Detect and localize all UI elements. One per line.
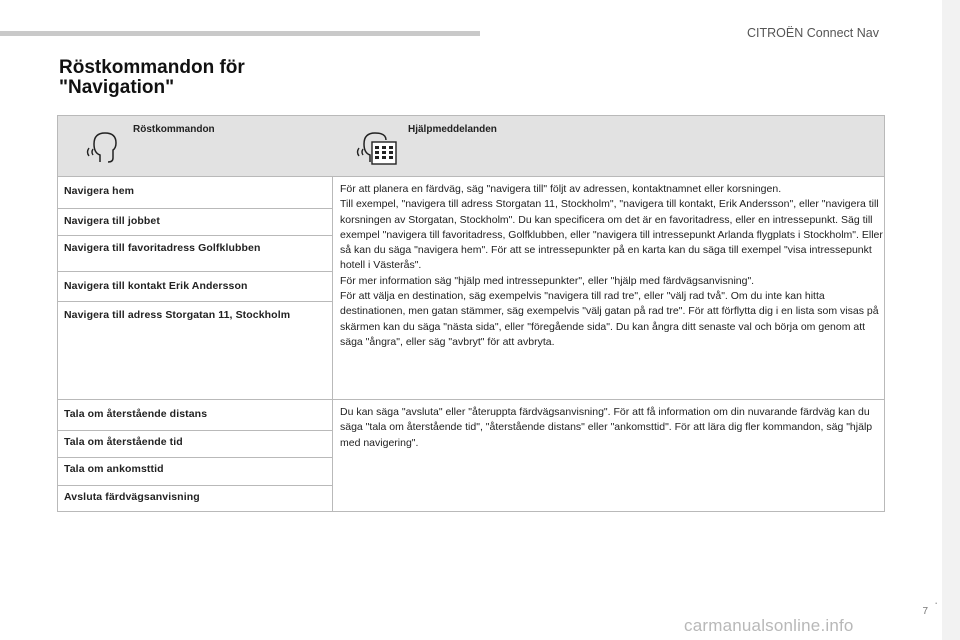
command-navigate-work: Navigera till jobbet [64, 215, 160, 227]
command-navigate-address: Navigera till adress Storgatan 11, Stockholm [64, 309, 291, 321]
help-text-route-info: Du kan säga "avsluta" eller "återuppta färdvägsanvisning". För att få information om din nuvarande färdväg kan du säga "tala om återstående tid", "återstående distans" eller "ankomsttid". För att lära dig fler kommandon, säg "hjälp med navigering". [340, 406, 873, 449]
speaking-head-keypad-icon [354, 128, 400, 168]
command-arrival-time: Tala om ankomsttid [64, 463, 164, 475]
page-title-line-1: Röstkommandon för [59, 57, 245, 78]
row-divider [58, 208, 332, 209]
command-navigate-favorite: Navigera till favoritadress Golfklubben [64, 242, 261, 254]
col-header-help: Hjälpmeddelanden [408, 124, 497, 135]
speaking-head-icon [84, 128, 120, 166]
voice-commands-table [57, 115, 885, 512]
row-divider [58, 235, 332, 236]
row-divider [58, 485, 332, 486]
row-divider [58, 457, 332, 458]
row-divider [58, 301, 332, 302]
row-divider [58, 271, 332, 272]
col-header-commands: Röstkommandon [133, 124, 215, 135]
command-end-guidance: Avsluta färdvägsanvisning [64, 491, 200, 503]
side-band [942, 0, 960, 640]
page-marker: . [934, 592, 938, 607]
help-text-navigation: För att planera en färdväg, säg "navigera till" följt av adressen, kontaktnamnet eller korsningen. Till exempel, "navigera till adress Storgatan 11, Stockholm", "navigera till kontakt, Erik Andersson", eller "navigera till korsningen av Storgatan, Stockholm". Du kan specificera om det är en favoritadress, eller en intressepunkt. Säg till exempel "navigera till favoritadress, Golfklubben, eller "navigera till intressepunkt Arlanda flygplats i Stockholm". Eller så kan du säga "navigera hem". För att se intressepunkter på en karta kan du säga till exempel "visa intressepunkt hotell i Västerås". För mer information säg "hjälp med intressepunkter", eller "hjälp med färdvägsanvisning". För att välja en destination, säg exempelvis "navigera till rad tre", eller "välj rad två". Om du inte kan hitta destinationen, men gatan stämmer, säg exempelvis "välj gatan på rad tre". För att förflytta dig i en lista som visas på skärmen kan du säga "nästa sida", eller "föregående sida". Du kan ångra ditt senaste val och börja om genom att säga "ångra", eller säg "avbryt" för att avbryta. [340, 183, 883, 348]
header-divider [58, 176, 884, 177]
row-divider [58, 430, 332, 431]
command-navigate-home: Navigera hem [64, 185, 135, 197]
command-remaining-time: Tala om återstående tid [64, 436, 183, 448]
column-divider [332, 176, 333, 512]
page-title [59, 58, 245, 98]
command-remaining-distance: Tala om återstående distans [64, 408, 208, 420]
command-navigate-contact: Navigera till kontakt Erik Andersson [64, 280, 248, 292]
group-divider [58, 399, 884, 400]
page-number: 7 [922, 606, 928, 617]
watermark: carmanualsonline.info [684, 616, 854, 635]
header-bar [0, 31, 480, 36]
page-title-line-2: "Navigation" [59, 77, 175, 98]
brand-title: CITROËN Connect Nav [747, 26, 879, 40]
